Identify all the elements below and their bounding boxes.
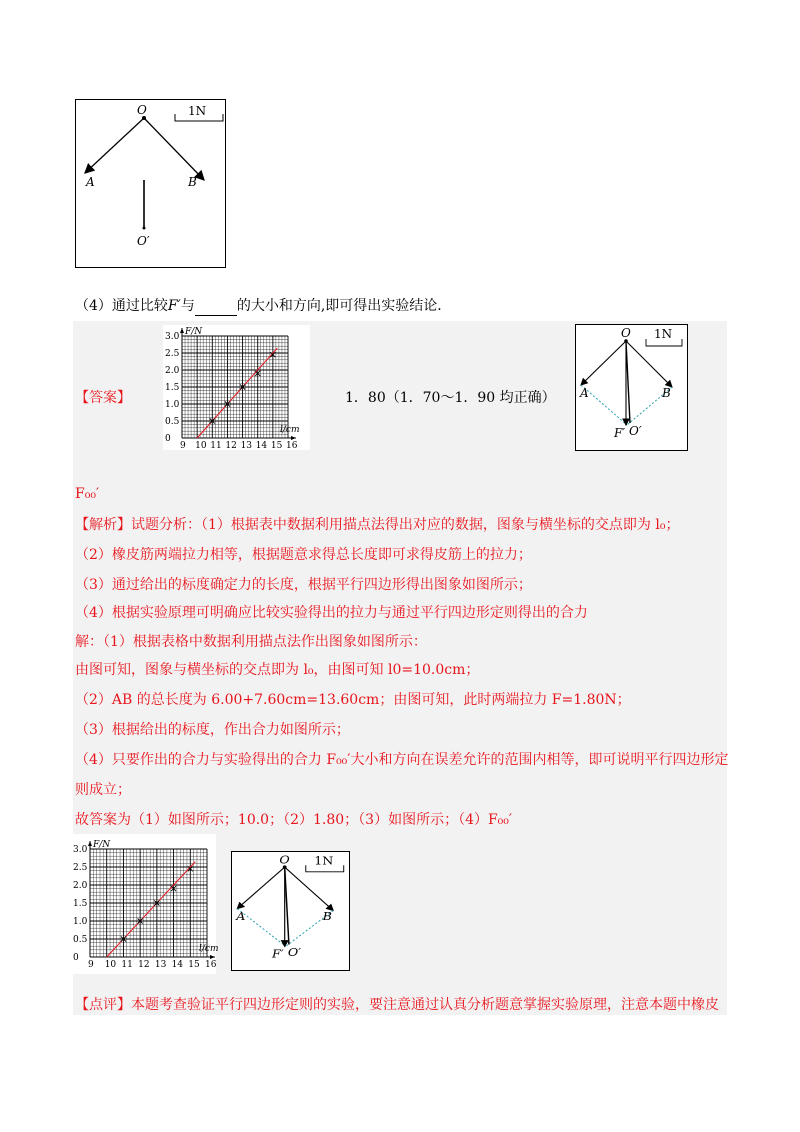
answer-blank [195, 301, 237, 316]
x-tick-label: 12 [138, 960, 150, 970]
label-B: B [322, 909, 332, 923]
label-B: B [662, 386, 671, 400]
question-4: （4）通过比较F′与 的大小和方向,即可得出实验结论. [75, 298, 442, 314]
label-F-prime: F′ [614, 426, 626, 440]
label-O: O [279, 852, 290, 867]
answer-value: 1．80（1．70～1．90 均正确） [345, 390, 556, 406]
x-tick-label: 16 [205, 960, 217, 970]
x-tick-label: 13 [154, 960, 167, 970]
force-diagram-top [75, 99, 226, 268]
analysis-line-3: （3）通过给出的标度确定力的长度，根据平行四边形得出图象如图所示； [75, 577, 532, 593]
label-O-prime: O′ [137, 234, 150, 248]
x-tick-label: 9 [180, 441, 186, 451]
y-tick-label: 1.0 [165, 400, 180, 410]
comment: 【点评】本题考查验证平行四边形定则的实验，要注意通过认真分析题意掌握实验原理，注意本题中橡皮 [75, 997, 719, 1013]
analysis-line-8: （3）根据给出的标度，作出合力如图所示； [75, 722, 350, 738]
x-tick-label: 14 [171, 960, 184, 970]
x-tick-label: 11 [210, 441, 222, 451]
y-axis-label: F/N [185, 327, 203, 337]
force-arrow-A [581, 341, 626, 385]
x-tick-label: 15 [270, 441, 283, 451]
x-axis-label: l/cm [199, 944, 219, 954]
x-tick-label: 16 [286, 441, 298, 451]
x-tick-label: 12 [225, 441, 237, 451]
label-O-prime: O′ [629, 424, 642, 438]
x-tick-label: 11 [121, 960, 133, 970]
analysis-line-2: （2）橡皮筋两端拉力相等，根据题意求得总长度即可求得皮筋上的拉力； [75, 547, 532, 563]
x-tick-label: 10 [195, 441, 207, 451]
measured-force-line [285, 867, 289, 944]
y-tick-label: 2.5 [165, 349, 180, 359]
answer-extra: F₀₀′ [75, 486, 100, 502]
y-tick-label: 1.5 [73, 899, 88, 909]
x-tick-label: 9 [88, 960, 94, 970]
force-arrow-A [237, 867, 284, 909]
answer-tag: 【答案】 [75, 390, 131, 406]
force-diagram-bottom [231, 851, 350, 971]
analysis-line-11: 故答案为（1）如图所示；10.0；（2）1.80；（3）如图所示；（4）F₀₀′ [75, 812, 513, 828]
analysis-line-4: （4）根据实验原理可明确应比较实验得出的拉力与通过平行四边形定则得出的合力 [75, 605, 588, 621]
analysis-line-10: 则成立； [75, 782, 131, 798]
analysis-line-9: （4）只要作出的合力与实验得出的合力 F₀₀′大小和方向在误差允许的范围内相等，即可说明平行四边形定 [75, 752, 729, 768]
x-axis-label: l/cm [280, 425, 300, 435]
label-F-prime: F′ [272, 947, 284, 961]
label-O: O [621, 326, 631, 340]
x-tick-label: 14 [255, 441, 268, 451]
label-A: A [580, 386, 589, 400]
y-axis-arrow [180, 328, 184, 333]
graph-bottom [73, 834, 219, 974]
label-A: A [86, 175, 95, 189]
y-axis-label: F/N [93, 840, 111, 850]
label-O-prime: O′ [287, 945, 302, 959]
y-tick-label: 1.5 [165, 383, 180, 393]
y-tick-label: 0 [165, 434, 171, 444]
label-B: B [188, 175, 197, 189]
force-arrow-B [285, 867, 333, 910]
x-tick-label: 13 [240, 441, 253, 451]
force-arrow-B [626, 341, 672, 387]
analysis-line-1: 【解析】试题分析：（1）根据表中数据利用描点法得出对应的数据，图象与横坐标的交点即为 l₀； [75, 517, 680, 533]
y-tick-label: 0 [73, 953, 79, 963]
y-axis-arrow [88, 841, 92, 846]
measured-force-line [626, 341, 630, 423]
scale-label: 1N [188, 104, 207, 118]
y-tick-label: 1.0 [73, 917, 88, 927]
y-tick-label: 2.0 [73, 881, 88, 891]
y-tick-label: 3.0 [165, 332, 180, 342]
y-tick-label: 3.0 [73, 845, 88, 855]
analysis-line-6: 由图可知，图象与横坐标的交点即为 l₀，由图可知 l0=10.0cm； [75, 662, 480, 678]
scale-label: 1N [314, 853, 334, 868]
scale-label: 1N [654, 327, 673, 341]
force-diagram-answer [575, 324, 688, 451]
label-O: O [137, 103, 147, 117]
y-tick-label: 0.5 [165, 417, 180, 427]
graph-top [163, 325, 310, 450]
y-tick-label: 2.5 [73, 863, 88, 873]
x-axis-arrow [291, 436, 296, 440]
y-tick-label: 2.0 [165, 366, 180, 376]
x-tick-label: 10 [104, 960, 117, 970]
label-A: A [236, 909, 246, 923]
analysis-line-7: （2）AB 的总长度为 6.00+7.60cm=13.60cm；由图可知，此时两端拉力 F=1.80N； [75, 692, 631, 708]
analysis-line-5: 解：（1）根据表格中数据利用描点法作出图象如图所示： [75, 634, 427, 650]
x-axis-arrow [210, 955, 215, 959]
x-tick-label: 15 [188, 960, 200, 970]
y-tick-label: 0.5 [73, 935, 88, 945]
